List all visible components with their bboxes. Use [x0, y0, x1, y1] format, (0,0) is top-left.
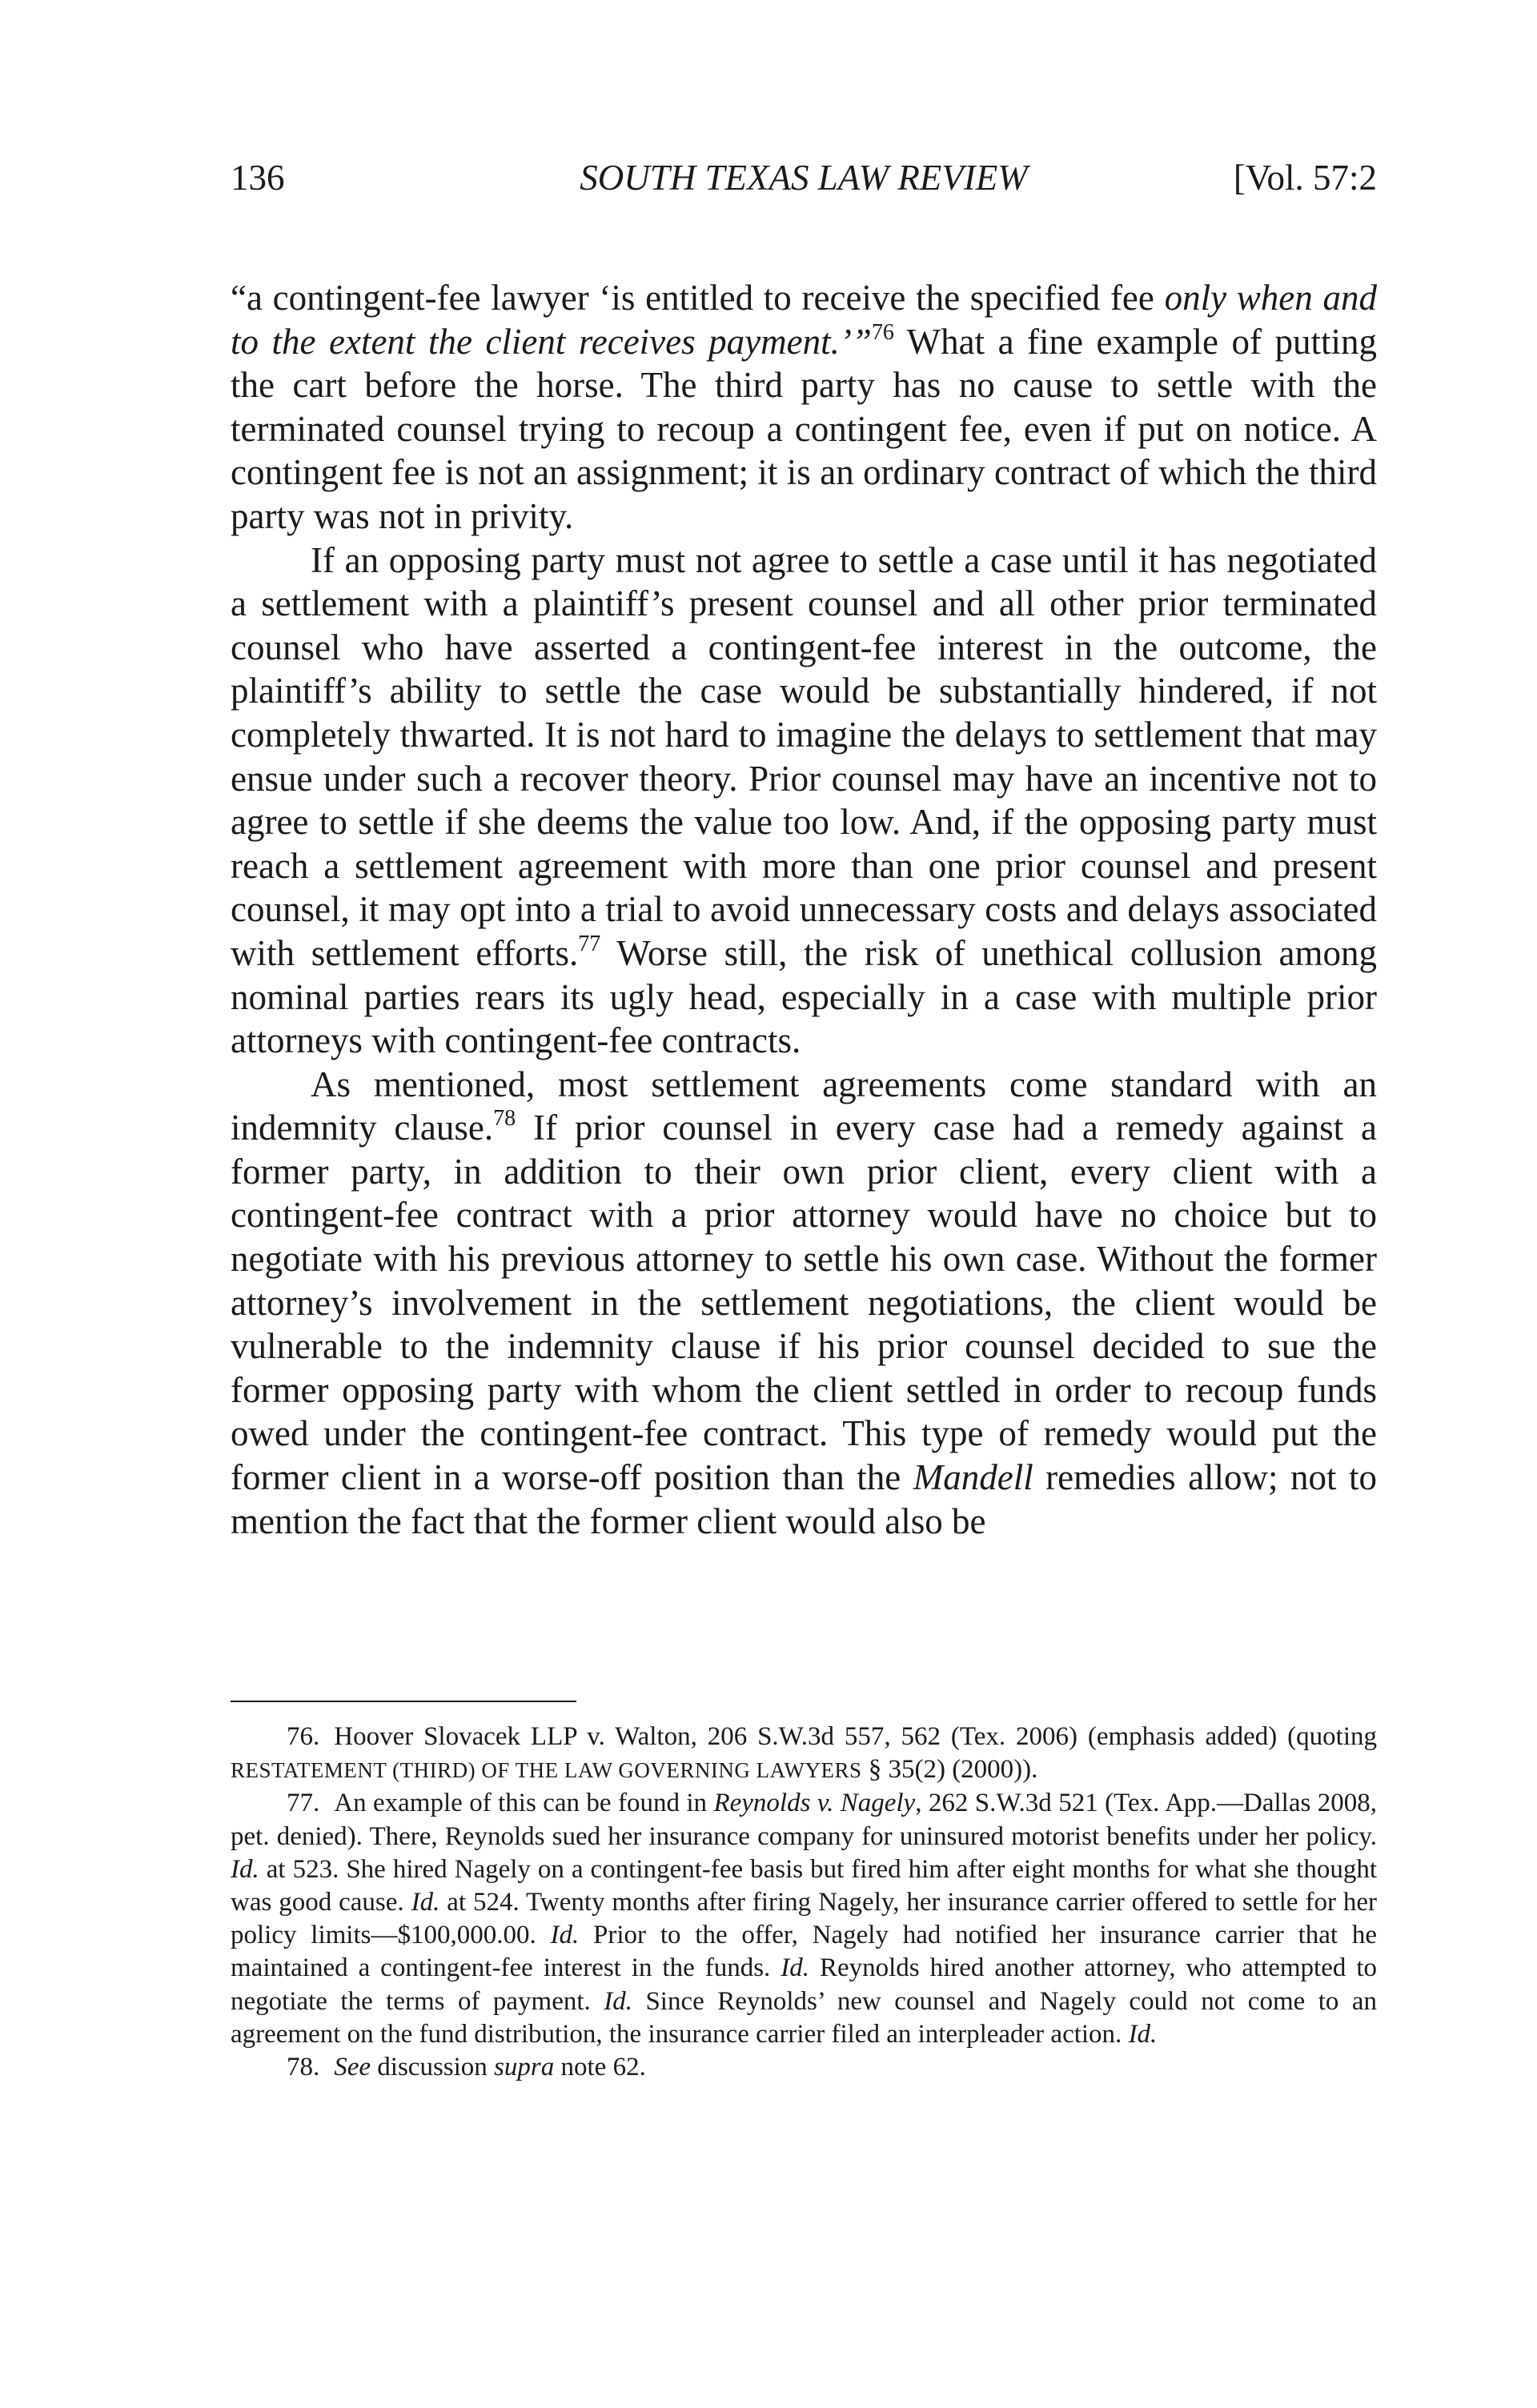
footnote-divider — [231, 1701, 576, 1702]
text-run: What a fine example of putting the cart before the horse. The third party has no cause to settle with the terminated counsel trying to recoup a contingent fee, even if put on notice. A contingent fee is not an assignment; it is an ordinary contract of which the third party was not in privity. — [231, 321, 1377, 536]
text-run: If an opposing party must not agree to settle a case until it has negotiated a settlement with a plaintiff’s present counsel and all other prior terminated counsel who have asserted a contingent-fee interest in the outcome, the plaintiff’s ability to settle the case would be substantially hindered, if not completely thwarted. It is not hard to imagine the delays to settlement that may ensue under such a recover theory. Prior counsel may have an incentive not to agree to settle if she deems the value too low. And, if the opposing party must reach a settlement agreement with more than one prior counsel and present counsel, it may opt into a trial to avoid unnecessary costs and delays associated with settlement efforts. — [231, 539, 1377, 973]
footnotes — [231, 1721, 1377, 2084]
paragraph-1 — [231, 276, 1377, 539]
text-run: remedies allow; not to mention the fact that the former client would also be — [231, 1457, 1377, 1541]
text-run: discussion — [371, 2053, 495, 2082]
footnote-ref-77[interactable]: 77 — [578, 931, 601, 956]
id-citation: Id. — [231, 1854, 259, 1884]
id-citation: Id. — [781, 1953, 809, 1983]
footnote-78 — [231, 2051, 1377, 2084]
journal-title-text: SOUTH TEXAS LAW REVIEW — [580, 158, 1028, 198]
text-run: note 62. — [554, 2053, 646, 2082]
text-run: at 523. She hired Nagely on a contingent-fee basis but fired him after eight months for what she thought was good cause. — [231, 1854, 1377, 1917]
case-name-italic: Reynolds v. Nagely — [713, 1789, 916, 1818]
text-run: at 524. Twenty months after firing Nagely, her insurance carrier offered to settle for her policy limits—$100,000.00. — [231, 1888, 1377, 1950]
footnote-77 — [231, 1787, 1377, 2051]
text-run: Hoover Slovacek LLP v. Walton, 206 S.W.3d 557, 562 (Tex. 2006) (emphasis added) (quoting — [334, 1722, 1377, 1751]
footnote-ref-78[interactable]: 78 — [493, 1106, 516, 1132]
footnote-number: 76. — [287, 1722, 320, 1751]
text-run: .’” — [830, 321, 872, 362]
id-citation: Id. — [1128, 2019, 1158, 2049]
paragraph-3 — [231, 1063, 1377, 1544]
running-header — [231, 157, 1377, 213]
text-run: Worse still, the risk of unethical collusion among nominal parties rears its ugly head, especially in a case with multiple prior attorneys with contingent-fee contracts. — [231, 932, 1378, 1061]
text-run: , 262 S.W.3d 521 (Tex. App.—Dallas 2008, pet. denied). There, Reynolds sued her insurance company for uninsured motorist benefits under her policy. — [231, 1789, 1378, 1851]
volume-label: [Vol. 57:2 — [1233, 158, 1377, 198]
text-run: Reynolds hired another attorney, who attempted to negotiate the terms of payment. — [231, 1953, 1377, 2016]
id-citation: Id. — [604, 1986, 632, 2016]
italic-quote: only when and to the extent the client receives payment — [231, 278, 1377, 362]
text-run: “a contingent-fee lawyer ‘is entitled to receive the specified fee — [231, 278, 1165, 318]
signal-italic: supra — [494, 2053, 555, 2082]
footnote-76 — [231, 1721, 1377, 1787]
footnote-number: 77. — [287, 1789, 320, 1818]
footnote-number: 78. — [287, 2053, 320, 2082]
text-run: Prior to the offer, Nagely had notified her insurance carrier that he maintained a contingent-fee interest in the funds. — [231, 1921, 1377, 1983]
footnote-ref-76[interactable]: 76 — [871, 319, 894, 345]
source-title-smallcaps: RESTATEMENT (THIRD) OF THE LAW GOVERNING LAWYERS — [231, 1758, 862, 1783]
text-run: An example of this can be found in — [334, 1789, 714, 1818]
text-run: § 35(2) (2000)). — [861, 1755, 1038, 1785]
main-text — [231, 276, 1377, 1543]
text-run: Since Reynolds’ new counsel and Nagely could not come to an agreement on the fund distribution, the insurance carrier filed an interpleader action. — [231, 1986, 1377, 2049]
text-run: As mentioned, most settlement agreements come standard with an indemnity clause. — [231, 1064, 1377, 1148]
signal-italic: See — [334, 2053, 371, 2082]
page-number: 136 — [231, 158, 285, 198]
case-name-italic: Mandell — [913, 1457, 1033, 1498]
journal-title — [231, 157, 1377, 198]
paragraph-2 — [231, 539, 1377, 1063]
id-citation: Id. — [550, 1921, 580, 1950]
id-citation: Id. — [411, 1888, 440, 1917]
text-run: If prior counsel in every case had a remedy against a former party, in addition to their own prior client, every client with a contingent-fee contract with a prior attorney would have no choice but to negotiate with his previous attorney to settle his own case. Without the former attorney’s involvement in the settlement negotiations, the client would be vulnerable to the indemnity clause if his prior counsel decided to sue the former opposing party with whom the client settled in order to recoup funds owed under the contingent-fee contract. This type of remedy would put the former client in a worse-off position than the — [231, 1108, 1377, 1498]
